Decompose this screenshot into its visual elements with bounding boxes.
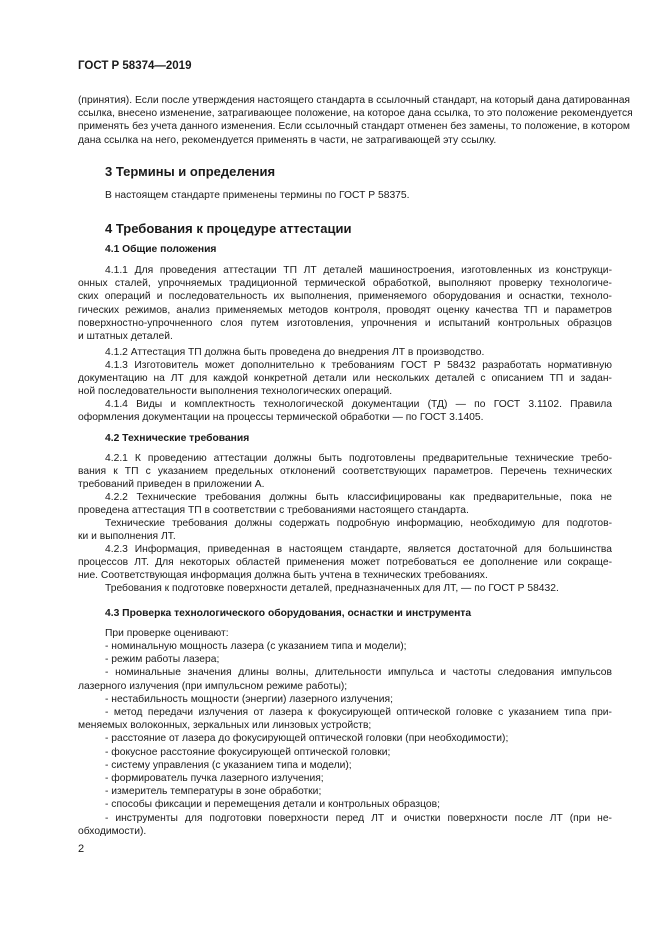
paragraph-4-2-2 bbox=[78, 491, 612, 517]
list-item-continuation: лазерного излучения (при импульсном режиме работы); bbox=[78, 680, 348, 692]
list-item: - номинальные значения длины волны, длительности импульса и частоты следования импульсов bbox=[105, 667, 612, 679]
text-line: ние. Соответствующая информация должна быть учтена в технических требованиях. bbox=[78, 570, 488, 582]
list-item-continuation: обходимости). bbox=[78, 825, 147, 837]
text-line: применять без учета данного изменения. Если ссылочный стандарт отменен без замены, то положение, в котором bbox=[78, 121, 630, 133]
paragraph-4-1-1 bbox=[78, 264, 612, 343]
paragraph-4-2-3b bbox=[105, 582, 612, 595]
section-3-heading: 3 Термины и определения bbox=[105, 164, 276, 179]
list-item: - номинальную мощность лазера (с указанием типа и модели); bbox=[105, 641, 407, 652]
list-item: - метод передачи излучения от лазера к фокусирующей оптической головке с указанием типа при- bbox=[105, 707, 612, 719]
text-line: Требования к подготовке поверхности деталей, предназначенных для ЛТ, — по ГОСТ Р 58432. bbox=[105, 583, 559, 594]
document-header: ГОСТ Р 58374—2019 bbox=[78, 60, 192, 72]
list-item: - режим работы лазера; bbox=[105, 654, 220, 666]
text-line: и штатных деталей. bbox=[78, 331, 173, 343]
section-3-text bbox=[105, 189, 612, 202]
list-item: - формирователь пучка лазерного излучения; bbox=[105, 773, 324, 785]
text-line: (принятия). Если после утверждения настоящего стандарта в ссылочный стандарт, на который дана датированная bbox=[78, 95, 630, 106]
text-line: оформления документации на процессы термической обработки — по ГОСТ 3.1405. bbox=[78, 412, 484, 424]
list-item: - систему управления (с указанием типа и модели); bbox=[105, 759, 352, 771]
text-line: 4.2.2 Технические требования должны быть классифицированы как предварительные, пока не bbox=[105, 492, 612, 503]
check-list bbox=[78, 640, 612, 838]
page-number: 2 bbox=[78, 843, 85, 855]
text-line: 4.1.1 Для проведения аттестации ТП ЛТ деталей машиностроения, изготовленных из конструкци- bbox=[105, 265, 612, 276]
text-line: 4.1.3 Изготовитель может дополнительно к требованиям ГОСТ Р 58432 разработать нормативную bbox=[105, 360, 612, 371]
list-item: - способы фиксации и перемещения детали и контрольных образцов; bbox=[105, 799, 440, 811]
subsection-4-1-heading: 4.1 Общие положения bbox=[105, 244, 217, 255]
text-line: ной последовательности выполнения технологических операций. bbox=[78, 386, 393, 398]
list-item: - инструменты для подготовки поверхности перед ЛТ и очистки поверхности после ЛТ (при не- bbox=[105, 812, 612, 824]
text-line: ских операций и последовательность их выполнения, применяемого оборудования и оснастки, техноло- bbox=[78, 291, 612, 303]
text-line: вания к ТП с указанием предельных отклонений соответствующих параметров. Перечень технических bbox=[78, 466, 612, 478]
text-line: гических режимов, анализ применяемых методов контроля, проводят оценку качества ТП и параметров bbox=[78, 304, 612, 316]
intro-paragraph bbox=[78, 94, 633, 147]
paragraph-4-1-3 bbox=[78, 359, 612, 399]
list-item: - расстояние от лазера до фокусирующей оптической головки (при необходимости); bbox=[105, 733, 509, 745]
text-line: 4.2.3 Информация, приведенная в настоящем стандарте, является достаточной для большинства bbox=[105, 544, 612, 555]
text-line: При проверке оценивают: bbox=[105, 628, 229, 639]
text-line: В настоящем стандарте применены термины по ГОСТ Р 58375. bbox=[105, 190, 410, 201]
paragraph-4-3-lead bbox=[105, 627, 612, 640]
text-line: 4.1.4 Виды и комплектность технологической документации (ТД) — по ГОСТ 3.1102. Правила bbox=[105, 399, 612, 410]
text-line: ссылка, внесено изменение, затрагивающее положение, на которое дана ссылка, то это положение рекомендуется bbox=[78, 108, 633, 120]
paragraph-4-2-3 bbox=[78, 543, 612, 583]
section-4-heading: 4 Требования к процедуре аттестации bbox=[105, 221, 352, 236]
list-item: - нестабильность мощности (энергии) лазерного излучения; bbox=[105, 693, 393, 705]
text-line: проведена аттестация ТП в соответствии с требованиями настоящего стандарта. bbox=[78, 505, 469, 517]
text-line: 4.1.2 Аттестация ТП должна быть проведена до внедрения ЛТ в производство. bbox=[105, 347, 485, 358]
paragraph-4-2-2b bbox=[78, 517, 612, 543]
text-line: поверхностно-упрочненного слоя путем изготовления, упрочнения и испытаний контрольных образцов bbox=[78, 317, 612, 329]
text-line: 4.2.1 К проведению аттестации должны быть подготовлены предварительные технические требо- bbox=[105, 453, 612, 464]
text-line: ки и выполнения ЛТ. bbox=[78, 531, 176, 543]
paragraph-4-1-4 bbox=[78, 398, 612, 424]
list-item: - фокусное расстояние фокусирующей оптической головки; bbox=[105, 746, 391, 758]
list-item: - измеритель температуры в зоне обработки; bbox=[105, 786, 322, 798]
paragraph-4-1-2 bbox=[105, 346, 612, 359]
paragraph-4-2-1 bbox=[78, 452, 612, 492]
text-line: дана ссылка на него, рекомендуется применять в части, не затрагивающей эту ссылку. bbox=[78, 134, 497, 146]
text-line: документацию на ЛТ для каждой конкретной детали или нескольких деталей с описанием ТП и задан- bbox=[78, 373, 612, 385]
subsection-4-2-heading: 4.2 Технические требования bbox=[105, 433, 250, 444]
subsection-4-3-heading: 4.3 Проверка технологического оборудования, оснастки и инструмента bbox=[105, 608, 472, 619]
text-line: Технические требования должны содержать подробную информацию, необходимую для подготов- bbox=[105, 518, 612, 529]
text-line: онных сталей, упрочняемых традиционной термической обработкой, выполняют проверку технологиче- bbox=[78, 278, 612, 290]
text-line: процессов ЛТ. Для некоторых областей применения может потребоваться ее дополнение или сокраще- bbox=[78, 557, 612, 569]
text-line: требований приведен в приложении А. bbox=[78, 479, 265, 491]
list-item-continuation: меняемых волоконных, зеркальных или линзовых устройств; bbox=[78, 720, 372, 732]
